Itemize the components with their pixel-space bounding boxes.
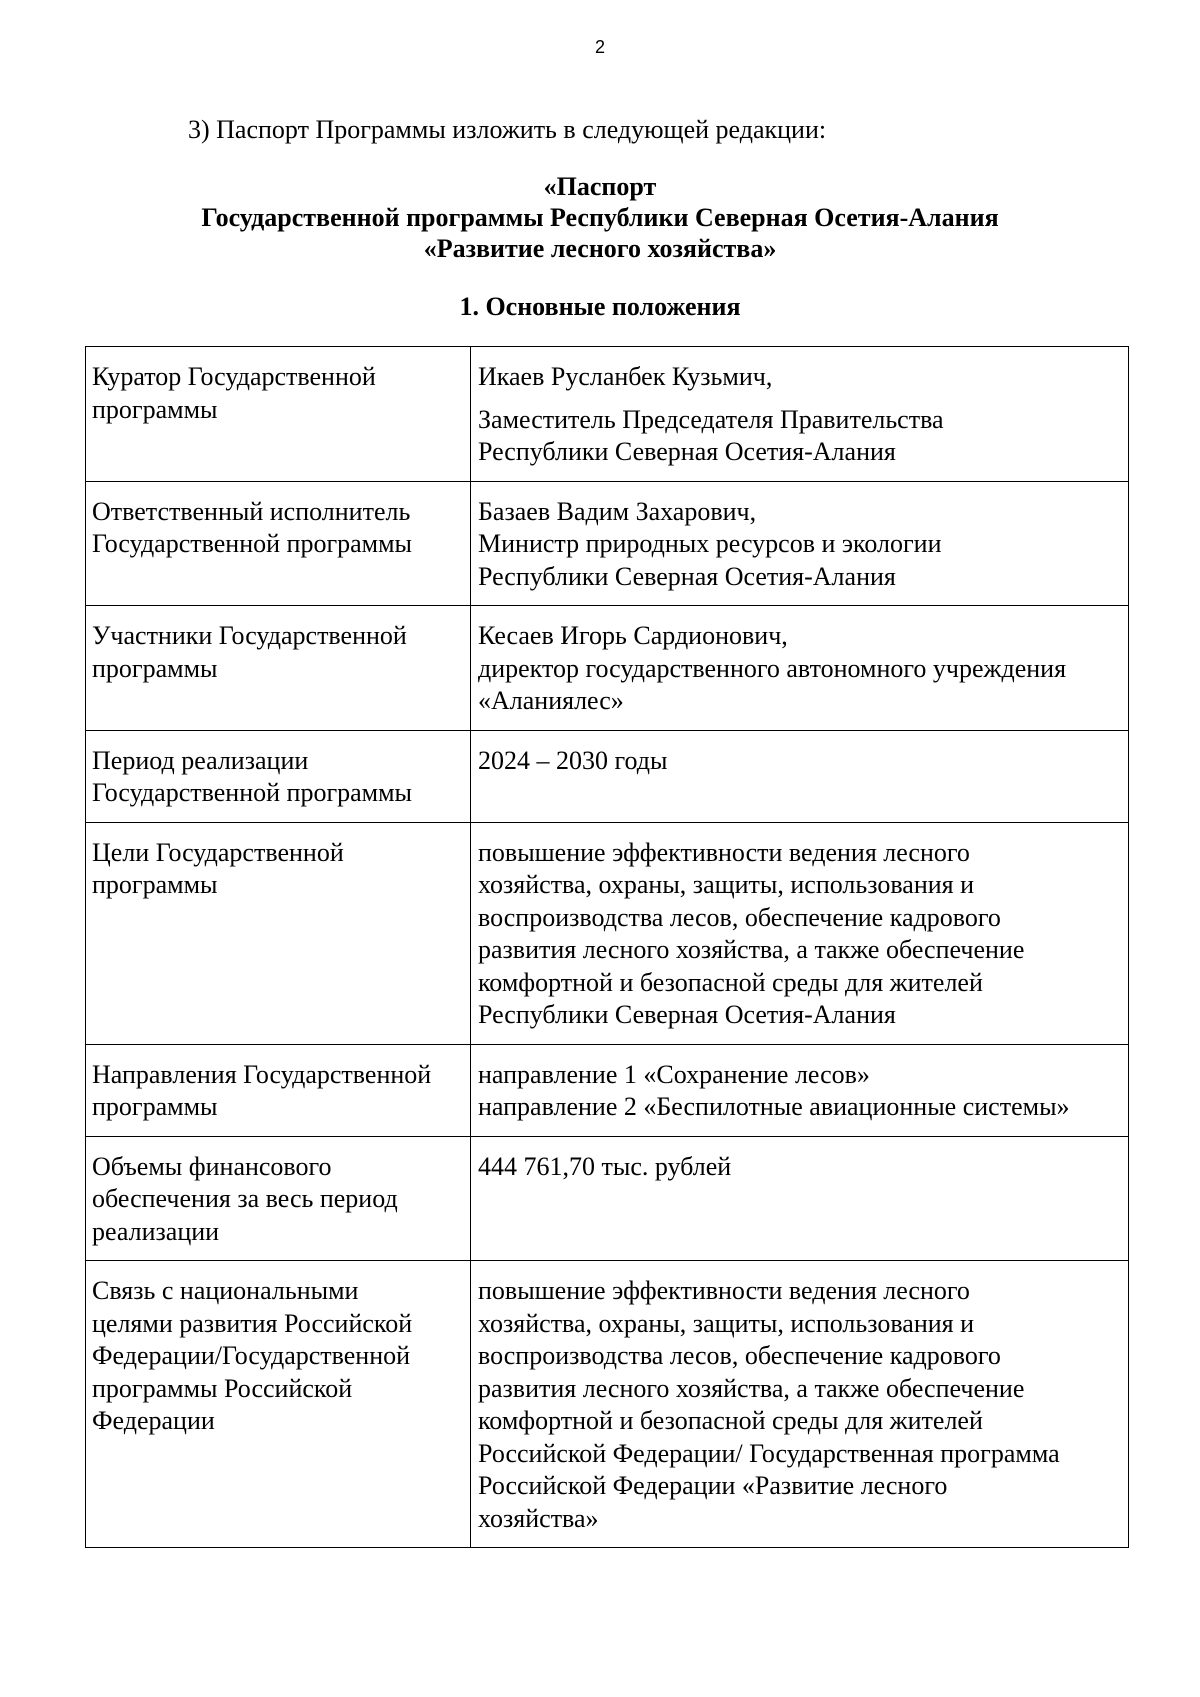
table-row xyxy=(86,481,1129,606)
row-value-line: направление 1 «Сохранение лесов» xyxy=(478,1059,870,1089)
passport-table xyxy=(85,346,1129,1548)
row-label-line: Куратор Государственной xyxy=(92,362,376,391)
intro-paragraph: 3) Паспорт Программы изложить в следующей редакции: xyxy=(188,115,827,144)
row-value-line: развития лесного хозяйства, а также обеспечение xyxy=(478,935,1025,964)
row-value-line: воспроизводства лесов, обеспечение кадрового xyxy=(478,1341,1001,1370)
row-label-cell xyxy=(86,606,471,731)
row-label-line: Участники Государственной xyxy=(92,621,407,650)
row-value-cell xyxy=(471,481,1129,606)
row-label-cell xyxy=(86,1136,471,1261)
row-label-cell xyxy=(86,347,471,482)
row-value-cell xyxy=(471,1136,1129,1261)
row-value-paragraph xyxy=(478,1275,1122,1535)
row-value-cell xyxy=(471,1261,1129,1548)
row-label-line: целями развития Российской xyxy=(92,1308,413,1338)
row-label-line: программы xyxy=(92,653,218,683)
row-value-line: Республики Северная Осетия-Алания xyxy=(478,437,896,466)
row-label-line: реализации xyxy=(92,1216,220,1246)
row-label-cell xyxy=(86,730,471,822)
row-value-paragraph xyxy=(478,361,1122,394)
row-value-line: Заместитель Председателя Правительства xyxy=(478,404,944,434)
row-label-line: Объемы финансового xyxy=(92,1151,332,1181)
row-value-paragraph xyxy=(478,837,1122,1032)
document-heading xyxy=(80,171,1120,264)
row-value-cell xyxy=(471,606,1129,731)
table-row xyxy=(86,1044,1129,1136)
row-value-line: 444 761,70 тыс. рублей xyxy=(478,1151,732,1181)
row-label-line: Связь с национальными xyxy=(92,1276,359,1305)
row-value-line: 2024 – 2030 годы xyxy=(478,745,668,775)
table-row xyxy=(86,730,1129,822)
row-value-line: направление 2 «Беспилотные авиационные системы» xyxy=(478,1092,1070,1121)
row-value-paragraph xyxy=(478,620,1122,718)
row-value-line: повышение эффективности ведения лесного xyxy=(478,837,970,867)
row-value-cell xyxy=(471,347,1129,482)
row-value-line: Кесаев Игорь Сардионович, xyxy=(478,621,788,650)
table-row xyxy=(86,606,1129,731)
row-label-line: Цели Государственной xyxy=(92,837,344,867)
row-label-line: Государственной программы xyxy=(92,778,413,807)
table-row xyxy=(86,1136,1129,1261)
table-row xyxy=(86,347,1129,482)
row-value-line: повышение эффективности ведения лесного xyxy=(478,1276,970,1305)
row-label-line: Направления Государственной xyxy=(92,1059,432,1089)
row-label-cell xyxy=(86,822,471,1044)
row-value-paragraph xyxy=(478,1151,1122,1184)
row-value-line: воспроизводства лесов, обеспечение кадрового xyxy=(478,902,1001,932)
row-value-line: Российской Федерации «Развитие лесного xyxy=(478,1471,948,1500)
row-value-line: Республики Северная Осетия-Алания xyxy=(478,561,896,591)
row-value-line: Базаев Вадим Захарович, xyxy=(478,496,757,526)
page-number: 2 xyxy=(594,37,605,57)
heading-line-2: Государственной программы Республики Северная Осетия-Алания xyxy=(201,203,999,232)
row-value-paragraph xyxy=(478,745,1122,778)
row-value-line: «Аланиялес» xyxy=(478,686,624,715)
heading-line-1: «Паспорт xyxy=(543,172,657,201)
row-value-line: Икаев Русланбек Кузьмич, xyxy=(478,362,773,391)
row-label-cell xyxy=(86,1261,471,1548)
row-value-paragraph xyxy=(478,404,1122,469)
row-value-line: Российской Федерации/ Государственная программа xyxy=(478,1438,1060,1468)
row-label-cell xyxy=(86,1044,471,1136)
table-row xyxy=(86,822,1129,1044)
row-value-line: хозяйства» xyxy=(478,1503,599,1533)
row-label-line: программы xyxy=(92,1092,218,1121)
row-label-line: программы Российской xyxy=(92,1373,353,1403)
row-value-paragraph xyxy=(478,1059,1122,1124)
row-label-line: Период реализации xyxy=(92,745,309,775)
row-value-cell xyxy=(471,822,1129,1044)
row-label-line: программы xyxy=(92,394,218,424)
row-value-cell xyxy=(471,730,1129,822)
row-label-line: Федерации xyxy=(92,1406,215,1435)
row-label-line: Ответственный исполнитель xyxy=(92,496,411,526)
row-value-line: хозяйства, охраны, защиты, использования и xyxy=(478,1308,975,1338)
row-value-line: хозяйства, охраны, защиты, использования и xyxy=(478,870,975,899)
row-value-line: комфортной и безопасной среды для жителей xyxy=(478,967,983,997)
row-value-line: директор государственного автономного учреждения xyxy=(478,653,1067,683)
row-label-line: обеспечения за весь период xyxy=(92,1184,398,1213)
table-row xyxy=(86,1261,1129,1548)
row-label-cell xyxy=(86,481,471,606)
row-value-line: Республики Северная Осетия-Алания xyxy=(478,1000,896,1029)
section-title: 1. Основные положения xyxy=(459,292,741,321)
row-value-line: развития лесного хозяйства, а также обеспечение xyxy=(478,1373,1025,1403)
row-label-line: программы xyxy=(92,870,218,899)
row-value-line: комфортной и безопасной среды для жителей xyxy=(478,1406,983,1435)
row-value-line: Министр природных ресурсов и экологии xyxy=(478,529,942,558)
row-value-cell xyxy=(471,1044,1129,1136)
heading-line-3: «Развитие лесного хозяйства» xyxy=(423,234,777,263)
row-value-paragraph xyxy=(478,496,1122,594)
row-label-line: Государственной программы xyxy=(92,529,413,558)
row-label-line: Федерации/Государственной xyxy=(92,1341,411,1370)
